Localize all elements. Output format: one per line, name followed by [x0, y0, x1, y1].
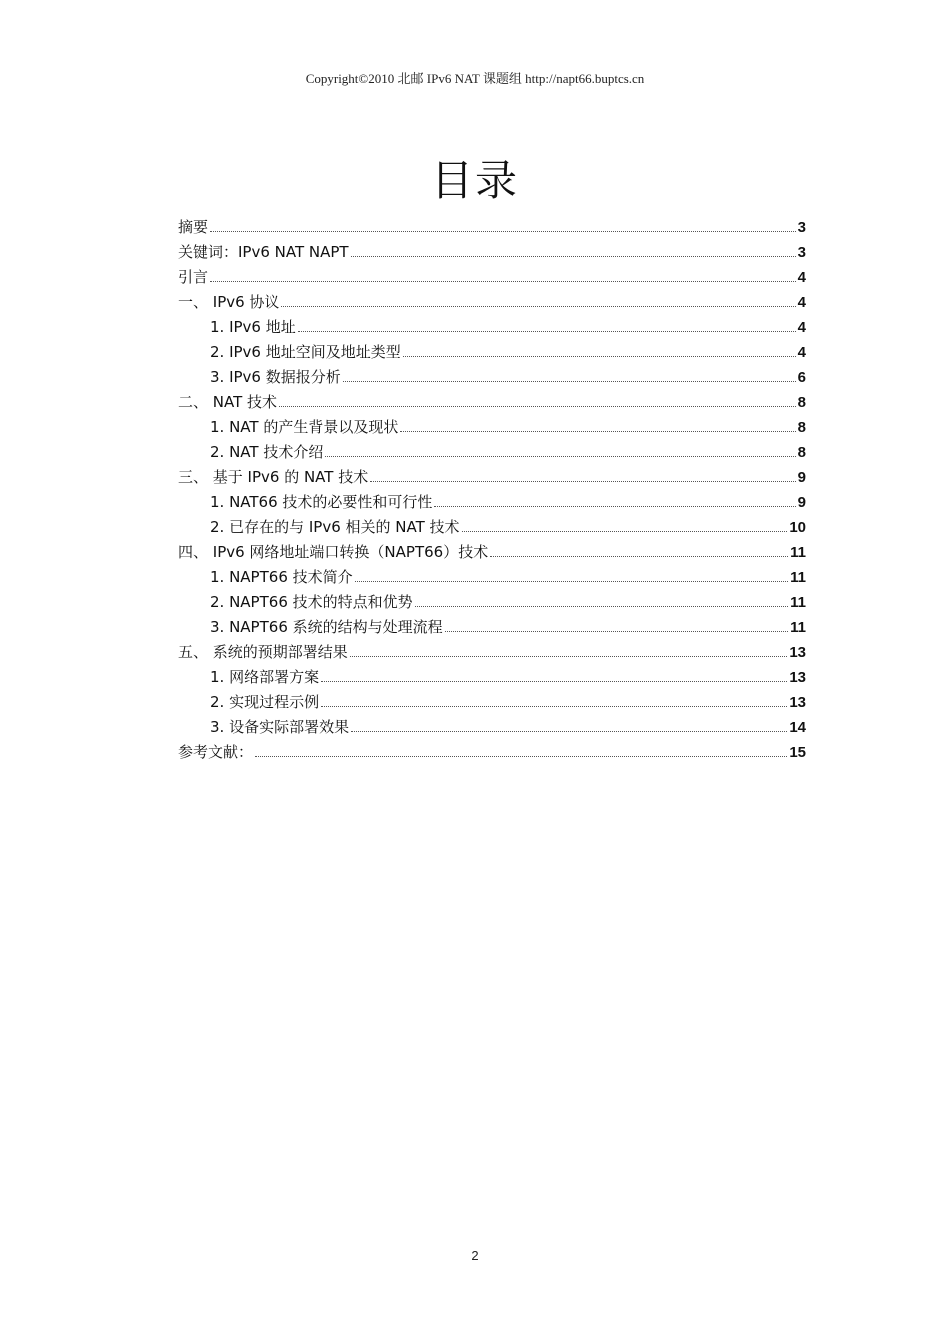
toc-entry-label: 引言	[178, 268, 209, 286]
toc-entry[interactable]	[178, 215, 806, 240]
toc-entry[interactable]	[178, 640, 806, 665]
toc-entry-label: 2. NAT 技术介绍	[210, 443, 324, 461]
toc-entry-page: 9	[797, 469, 806, 486]
page-header: Copyright©2010 北邮 IPv6 NAT 课题组 http://napt66.buptcs.cn	[305, 71, 645, 86]
toc-entry-label: 2. NAPT66 技术的特点和优势	[210, 593, 413, 611]
toc-entry[interactable]	[178, 340, 806, 365]
toc-entry[interactable]	[178, 740, 806, 765]
toc-entry-page: 4	[797, 319, 806, 336]
toc-entry-label: 一、 IPv6 协议	[178, 293, 280, 311]
toc-leader-dots	[355, 580, 789, 582]
toc-entry[interactable]	[178, 315, 806, 340]
toc-entry-page: 13	[789, 694, 806, 711]
toc-entry-page: 11	[790, 569, 806, 586]
toc-entry-page: 8	[797, 444, 806, 461]
toc-leader-dots	[321, 705, 787, 707]
toc-entry-label: 1. 网络部署方案	[210, 668, 320, 686]
toc-leader-dots	[321, 680, 787, 682]
toc-entry-label: 3. 设备实际部署效果	[210, 718, 350, 736]
toc-leader-dots	[400, 430, 795, 432]
toc-entry-page: 3	[797, 244, 806, 261]
toc-entry-page: 4	[797, 344, 806, 361]
toc-leader-dots	[351, 255, 796, 257]
toc-entry-label: 2. 已存在的与 IPv6 相关的 NAT 技术	[210, 518, 460, 536]
toc-entry-page: 4	[797, 269, 806, 286]
toc-entry[interactable]	[178, 665, 806, 690]
toc-entry-page: 11	[790, 544, 806, 561]
toc-leader-dots	[351, 730, 787, 732]
toc-leader-dots	[445, 630, 789, 632]
toc-entry-label: 1. IPv6 地址	[210, 318, 296, 336]
toc-entry-label: 1. NAT66 技术的必要性和可行性	[210, 493, 433, 511]
toc-leader-dots	[415, 605, 789, 607]
toc-entry[interactable]	[178, 690, 806, 715]
toc-entry-label: 2. IPv6 地址空间及地址类型	[210, 343, 401, 361]
toc-entry[interactable]	[178, 440, 806, 465]
toc-entry-label: 关键词：IPv6 NAT NAPT	[178, 243, 349, 261]
toc-leader-dots	[325, 455, 795, 457]
toc-entry-label: 四、 IPv6 网络地址端口转换（NAPT66）技术	[178, 543, 489, 561]
toc-title: 目录	[430, 156, 519, 205]
toc-entry[interactable]	[178, 390, 806, 415]
toc-entry[interactable]	[178, 465, 806, 490]
toc-leader-dots	[403, 355, 796, 357]
toc-entry-page: 11	[790, 594, 806, 611]
toc-entry[interactable]	[178, 490, 806, 515]
toc-entry-page: 13	[789, 644, 806, 661]
toc-entry-page: 15	[789, 744, 806, 761]
toc-entry-label: 二、 NAT 技术	[178, 393, 278, 411]
toc-entry-page: 11	[790, 619, 806, 636]
toc-entry[interactable]	[178, 615, 806, 640]
toc-entry-label: 1. NAT 的产生背景以及现状	[210, 418, 399, 436]
toc-entry-page: 6	[797, 369, 806, 386]
toc-entry-label: 五、 系统的预期部署结果	[178, 643, 348, 661]
toc-entry-page: 14	[789, 719, 806, 736]
toc-leader-dots	[281, 305, 795, 307]
toc-leader-dots	[462, 530, 788, 532]
toc-leader-dots	[298, 330, 796, 332]
toc-entry-page: 13	[789, 669, 806, 686]
toc-entry[interactable]	[178, 565, 806, 590]
toc-leader-dots	[434, 505, 795, 507]
toc-leader-dots	[210, 230, 796, 232]
toc-entry-label: 三、 基于 IPv6 的 NAT 技术	[178, 468, 369, 486]
toc-entry-page: 4	[797, 294, 806, 311]
toc-entry-page: 9	[797, 494, 806, 511]
toc-entry-page: 8	[797, 394, 806, 411]
toc-leader-dots	[350, 655, 788, 657]
toc-entry-label: 2. 实现过程示例	[210, 693, 320, 711]
toc-entry[interactable]	[178, 540, 806, 565]
toc-entry[interactable]	[178, 715, 806, 740]
toc-entry[interactable]	[178, 265, 806, 290]
toc-leader-dots	[210, 280, 796, 282]
page-number: 2	[471, 1248, 479, 1263]
toc-entry-label: 3. NAPT66 系统的结构与处理流程	[210, 618, 443, 636]
toc-entry-page: 10	[789, 519, 806, 536]
toc-entry-page: 3	[797, 219, 806, 236]
toc-entry[interactable]	[178, 290, 806, 315]
toc-entry-label: 1. NAPT66 技术简介	[210, 568, 353, 586]
toc-entry-page: 8	[797, 419, 806, 436]
toc-entry[interactable]	[178, 415, 806, 440]
toc-leader-dots	[490, 555, 788, 557]
toc-leader-dots	[279, 405, 796, 407]
toc-entry[interactable]	[178, 240, 806, 265]
toc-leader-dots	[343, 380, 796, 382]
toc-entry-label: 摘要	[178, 218, 209, 236]
toc-leader-dots	[370, 480, 795, 482]
toc-entry[interactable]	[178, 365, 806, 390]
toc-entry[interactable]	[178, 515, 806, 540]
table-of-contents	[178, 215, 806, 765]
toc-entry-label: 参考文献：	[178, 743, 254, 761]
toc-leader-dots	[255, 755, 787, 757]
toc-entry-label: 3. IPv6 数据报分析	[210, 368, 341, 386]
toc-entry[interactable]	[178, 590, 806, 615]
